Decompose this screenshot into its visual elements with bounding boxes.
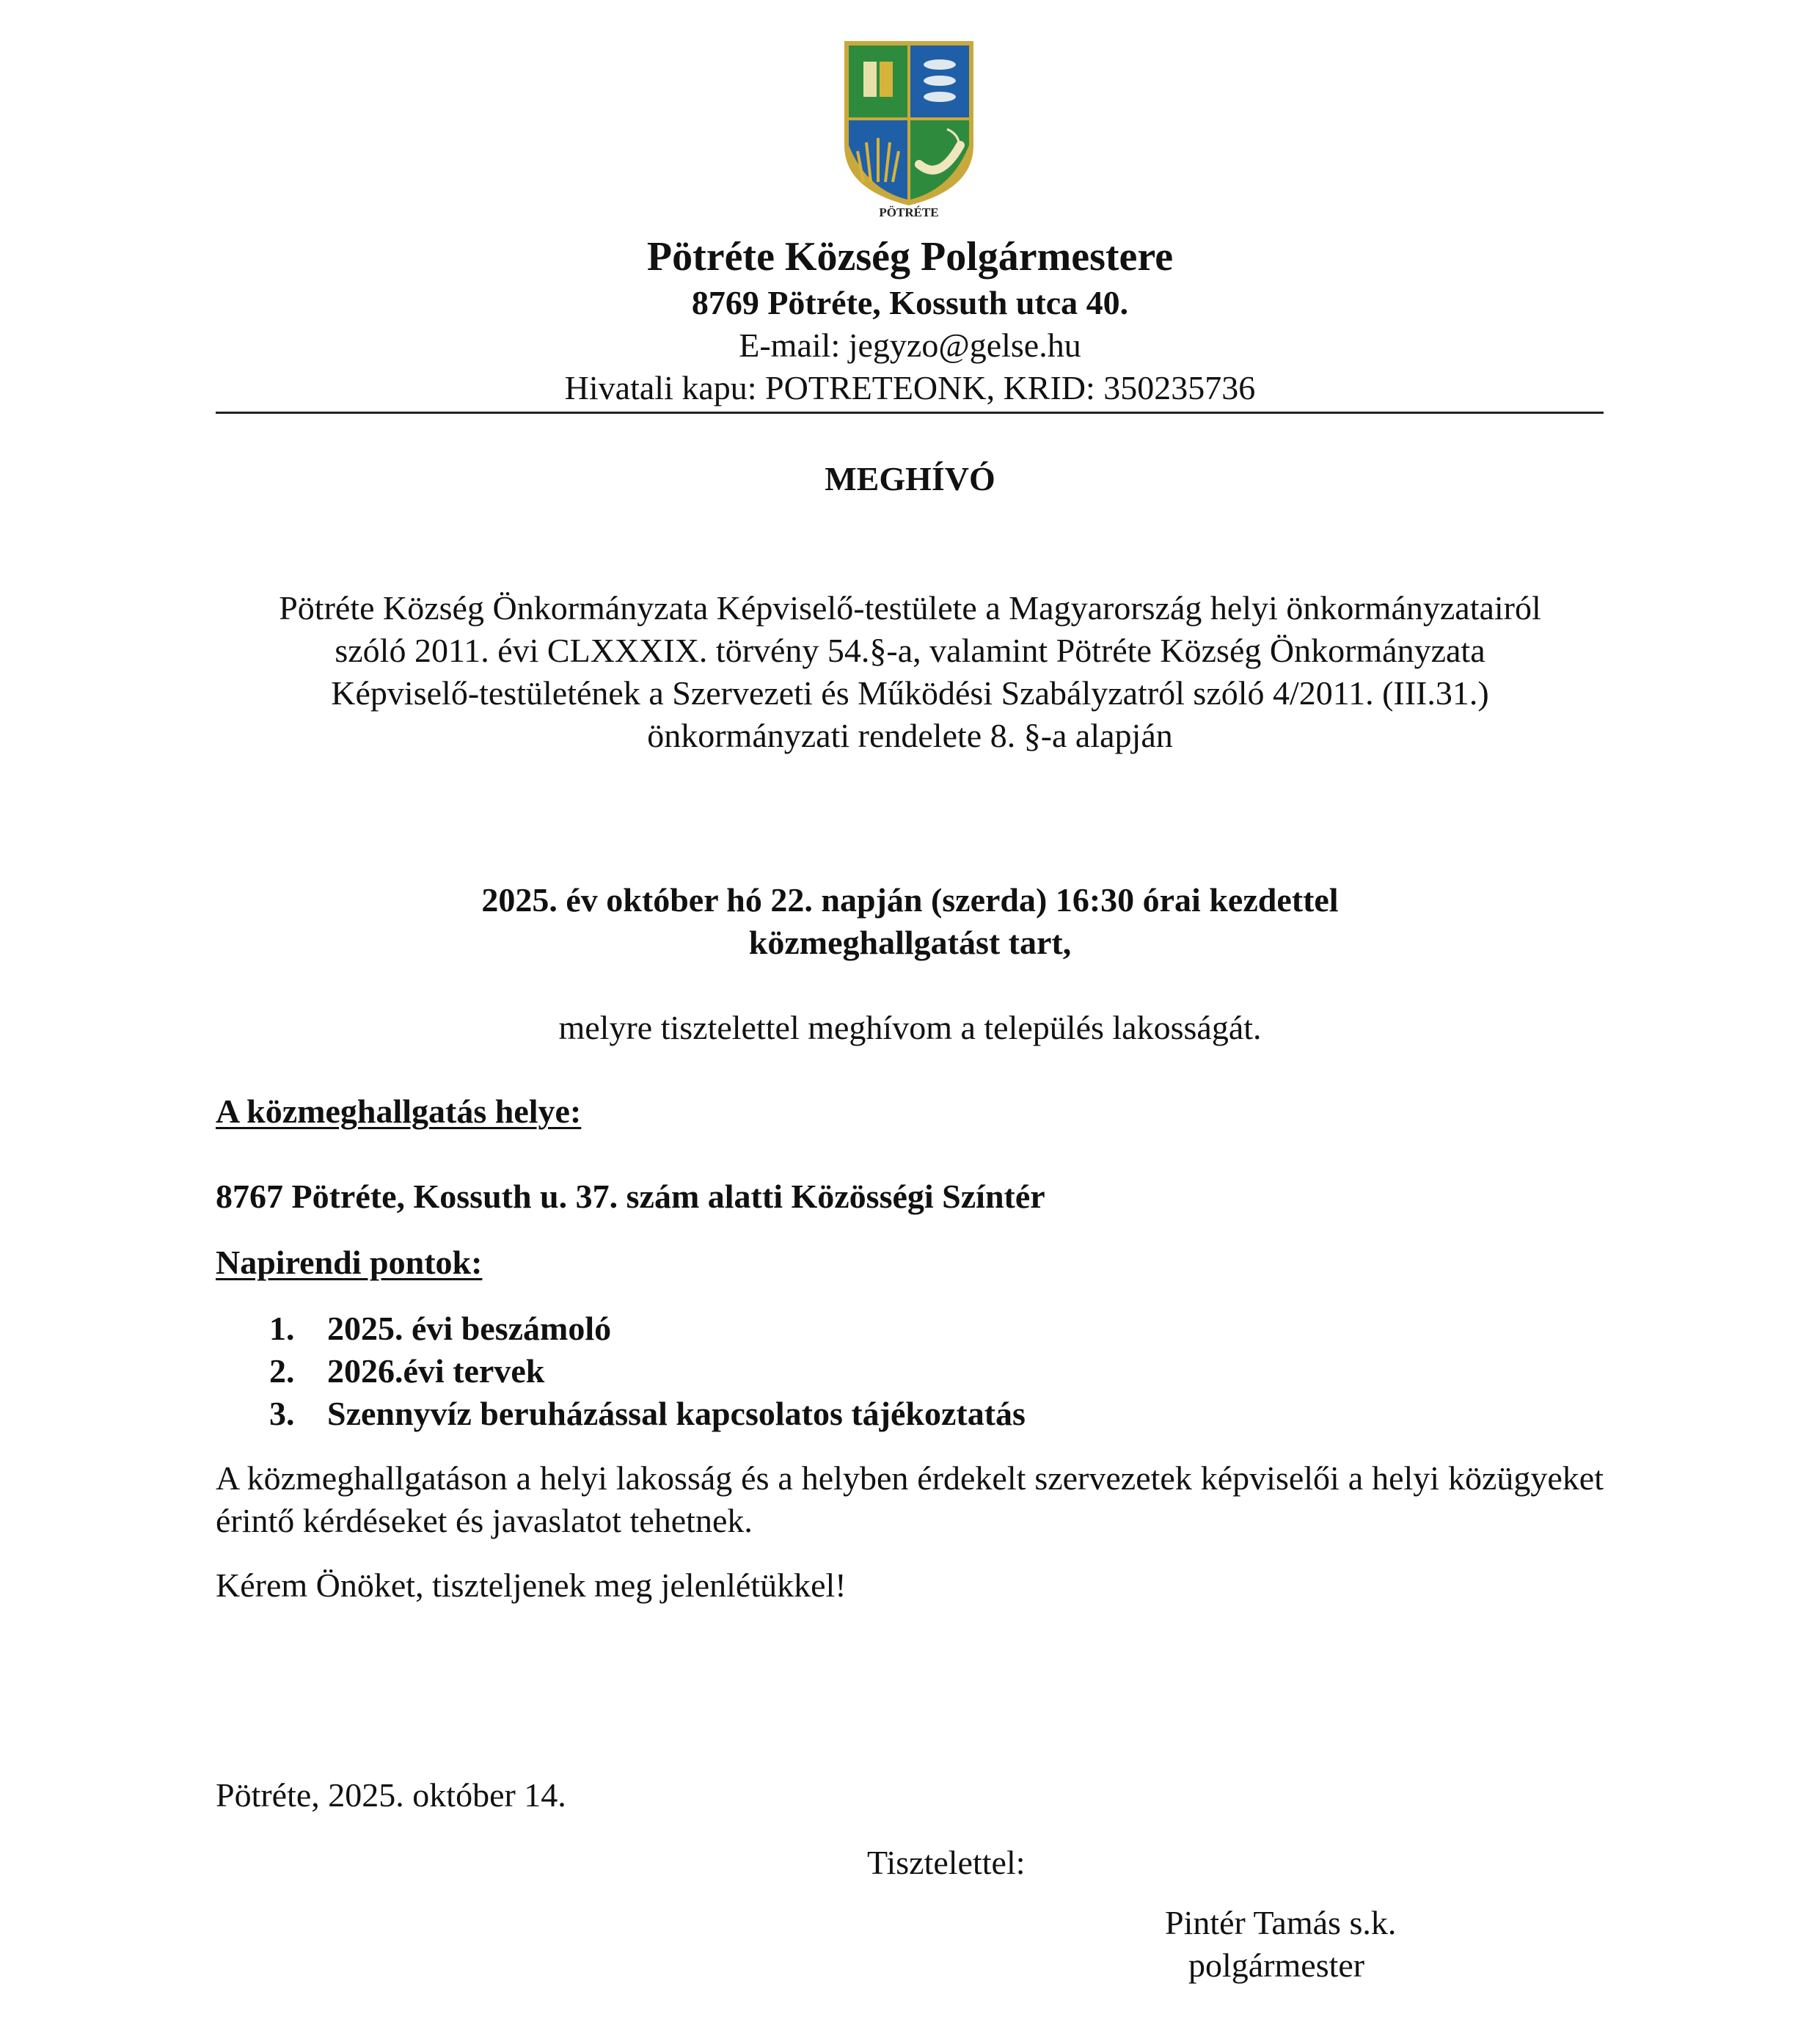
intro-line: önkormányzati rendelete 8. §-a alapján bbox=[647, 717, 1173, 754]
agenda-item-number: 3. bbox=[269, 1395, 295, 1432]
header-divider bbox=[216, 412, 1604, 414]
agenda-item-number: 1. bbox=[269, 1310, 295, 1347]
event-type: közmeghallgatást tart, bbox=[748, 924, 1072, 961]
agenda-item-number: 2. bbox=[269, 1352, 295, 1390]
event-datetime: 2025. év október hó 22. napján (szerda) 16:30 órai kezdettel bbox=[481, 881, 1339, 919]
signer-name: Pintér Tamás s.k. bbox=[1165, 1904, 1397, 1941]
intro-paragraph bbox=[0, 587, 1820, 757]
signer-role: polgármester bbox=[1188, 1946, 1365, 1984]
intro-line: szóló 2011. évi CLXXXIX. törvény 54.§-a, valamint Pötréte Község Önkormányzata bbox=[335, 632, 1485, 669]
agenda-item bbox=[216, 1350, 1026, 1393]
intro-line: Pötréte Község Önkormányzata Képviselő-testülete a Magyarország helyi önkormányzatairól bbox=[279, 589, 1541, 627]
office-email: E-mail: jegyzo@gelse.hu bbox=[739, 326, 1081, 364]
event-invitation: melyre tisztelettel meghívom a település lakosságát. bbox=[558, 1009, 1262, 1046]
location-value: 8767 Pötréte, Kossuth u. 37. szám alatti Közösségi Színtér bbox=[216, 1178, 1045, 1215]
office-address: 8769 Pötréte, Kossuth utca 40. bbox=[691, 284, 1129, 321]
agenda-item-text: 2026.évi tervek bbox=[327, 1352, 545, 1390]
agenda-item bbox=[216, 1393, 1026, 1435]
document-heading: MEGHÍVÓ bbox=[825, 460, 995, 497]
location-label: A közmeghallgatás helye: bbox=[216, 1092, 582, 1130]
greeting: Tisztelettel: bbox=[867, 1844, 1026, 1881]
intro-line: Képviselő-testületének a Szervezeti és Működési Szabályzatról szóló 4/2011. (III.31.) bbox=[331, 674, 1489, 712]
body-paragraph: A közmeghallgatáson a helyi lakosság és a helyben érdekelt szervezetek képviselői a helyi közügyeket érintő kérdéseket és javaslatot tehetnek. bbox=[216, 1459, 1604, 1539]
agenda-list bbox=[216, 1307, 1026, 1435]
agenda-item-text: Szennyvíz beruházással kapcsolatos tájékoztatás bbox=[327, 1395, 1026, 1432]
agenda-label: Napirendi pontok: bbox=[216, 1244, 483, 1281]
crest-caption: PÖTRÉTE bbox=[879, 205, 939, 219]
agenda-item bbox=[216, 1307, 1026, 1350]
place-date: Pötréte, 2025. október 14. bbox=[216, 1776, 566, 1814]
coat-of-arms-icon bbox=[837, 35, 981, 219]
agenda-item-text: 2025. évi beszámoló bbox=[327, 1310, 612, 1347]
office-title: Pötréte Község Polgármestere bbox=[646, 234, 1174, 280]
office-gateway: Hivatali kapu: POTRETEONK, KRID: 350235736 bbox=[564, 369, 1256, 406]
closing-request: Kérem Önöket, tiszteljenek meg jelenlétükkel! bbox=[216, 1566, 847, 1604]
